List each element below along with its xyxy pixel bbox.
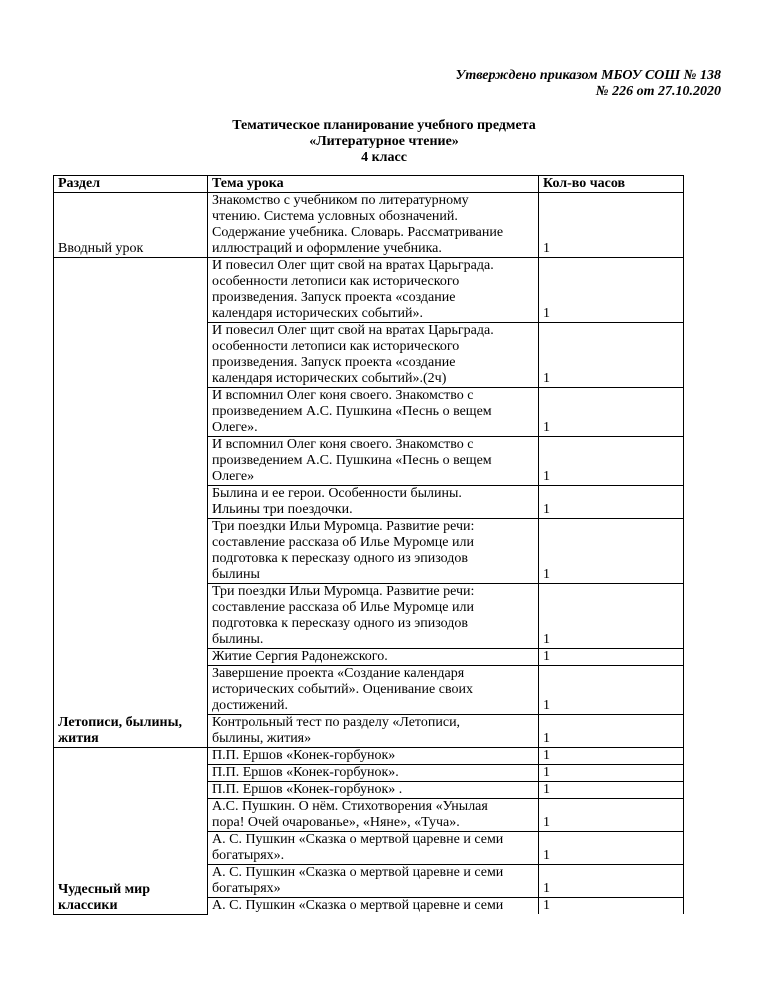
topic-cell: А. С. Пушкин «Сказка о мертвой царевне и семи [208,898,539,915]
topic-cell: И повесил Олег щит свой на вратах Царьграда. особенности летописи как исторического произведения. Запуск проекта «создание календаря исторических событий».(2ч) [208,323,539,388]
section-cell: Чудесный мир классики [54,748,208,915]
topic-cell: И повесил Олег щит свой на вратах Царьграда. особенности летописи как исторического произведения. Запуск проекта «создание календаря исторических событий». [208,258,539,323]
section-cell: Летописи, былины, жития [54,258,208,748]
topic-cell: И вспомнил Олег коня своего. Знакомство с произведением А.С. Пушкина «Песнь о вещем Олеге» [208,437,539,486]
table-header-row [54,176,684,193]
topic-cell: Контрольный тест по разделу «Летописи, былины, жития» [208,715,539,748]
topic-cell: Житие Сергия Радонежского. [208,649,539,666]
topic-cell: А. С. Пушкин «Сказка о мертвой царевне и семи богатырях» [208,865,539,898]
topic-cell: П.П. Ершов «Конек-горбунок» [208,748,539,765]
table-row [54,258,684,323]
hours-cell: 1 [539,193,684,258]
hours-cell: 1 [539,898,684,915]
column-header-hours: Кол-во часов [539,176,684,193]
hours-cell: 1 [539,649,684,666]
approval-line-2: № 226 от 27.10.2020 [595,84,721,99]
topic-cell: А. С. Пушкин «Сказка о мертвой царевне и семи богатырях». [208,832,539,865]
hours-cell: 1 [539,799,684,832]
hours-cell: 1 [539,584,684,649]
table-row [54,748,684,765]
section-cell: Вводный урок [54,193,208,258]
topic-cell: Завершение проекта «Создание календаря исторических событий». Оценивание своих достижений. [208,666,539,715]
title-line-3: 4 класс [361,150,407,165]
document-title [0,118,768,166]
hours-cell: 1 [539,323,684,388]
planning-table [53,175,684,915]
topic-cell: А.С. Пушкин. О нём. Стихотворения «Унылая пора! Очей очарованье», «Няне», «Туча». [208,799,539,832]
hours-cell: 1 [539,437,684,486]
hours-cell: 1 [539,865,684,898]
topic-cell: Три поездки Ильи Муромца. Развитие речи: составление рассказа об Илье Муромце или подготовка к пересказу одного из эпизодов былины [208,519,539,584]
hours-cell: 1 [539,486,684,519]
hours-cell: 1 [539,388,684,437]
topic-cell: Знакомство с учебником по литературному чтению. Система условных обозначений. Содержание учебника. Словарь. Рассматривание иллюстраций и оформление учебника. [208,193,539,258]
hours-cell: 1 [539,666,684,715]
hours-cell: 1 [539,258,684,323]
topic-cell: П.П. Ершов «Конек-горбунок» . [208,782,539,799]
title-line-1: Тематическое планирование учебного предмета [232,118,536,133]
hours-cell: 1 [539,765,684,782]
hours-cell: 1 [539,832,684,865]
title-line-2: «Литературное чтение» [309,134,459,149]
topic-cell: И вспомнил Олег коня своего. Знакомство с произведением А.С. Пушкина «Песнь о вещем Олеге». [208,388,539,437]
table-row [54,193,684,258]
topic-cell: П.П. Ершов «Конек-горбунок». [208,765,539,782]
hours-cell: 1 [539,715,684,748]
hours-cell: 1 [539,782,684,799]
topic-cell: Былина и ее герои. Особенности былины. Ильины три поездочки. [208,486,539,519]
column-header-section: Раздел [54,176,208,193]
approval-note [456,68,721,100]
approval-line-1: Утверждено приказом МБОУ СОШ № 138 [455,68,721,83]
hours-cell: 1 [539,748,684,765]
hours-cell: 1 [539,519,684,584]
column-header-topic: Тема урока [208,176,539,193]
topic-cell: Три поездки Ильи Муромца. Развитие речи: составление рассказа об Илье Муромце или подготовка к пересказу одного из эпизодов былины. [208,584,539,649]
